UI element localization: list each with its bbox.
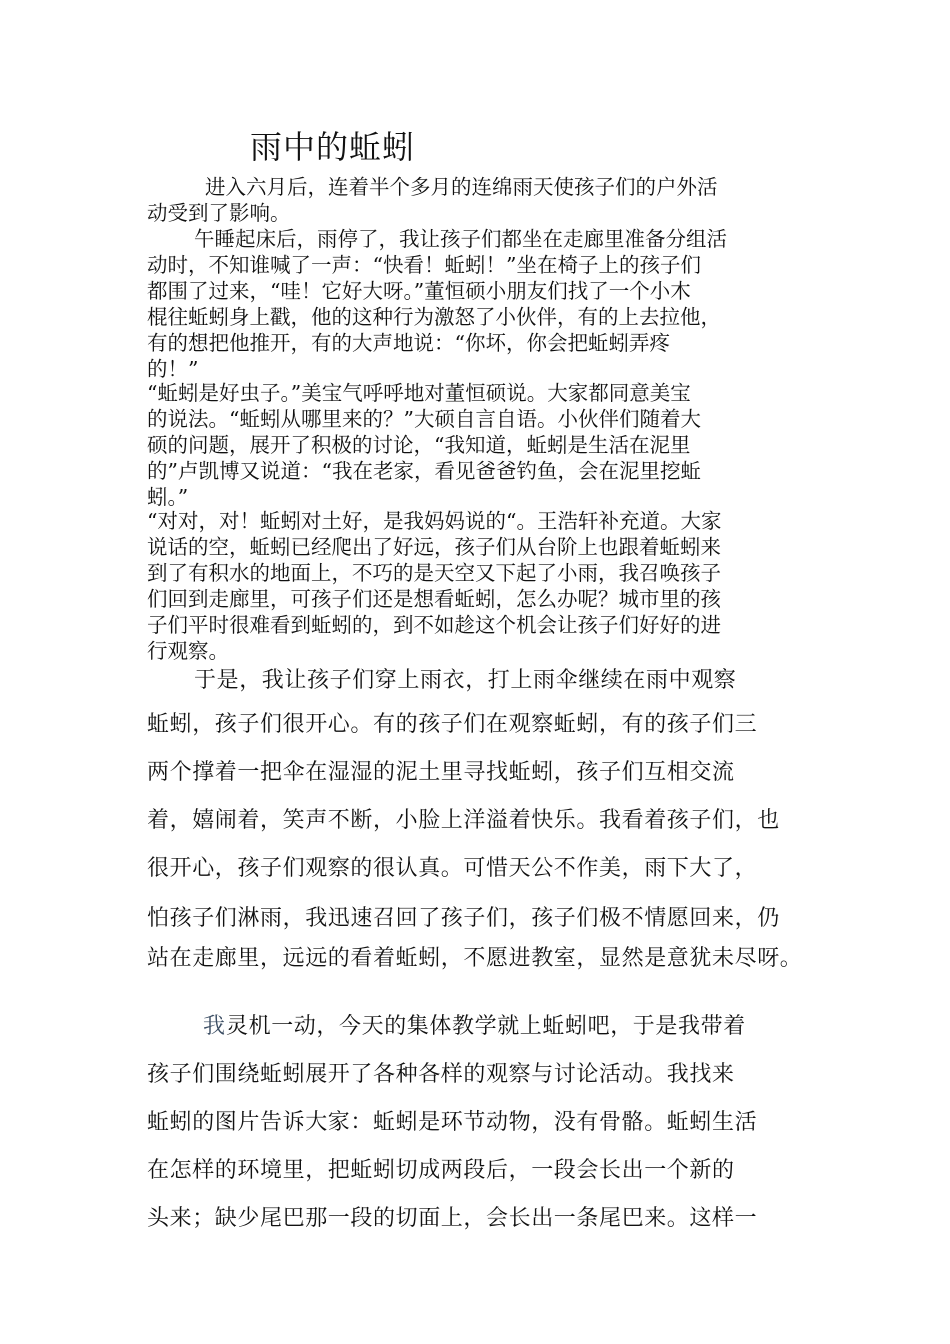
paragraph-line: 动时，不知谁喊了一声：“快看！蚯蚓！”坐在椅子上的孩子们 [147, 253, 701, 277]
paragraph-line: 行观察。 [147, 639, 229, 663]
paragraph-line: 孩子们围绕蚯蚓展开了各种各样的观察与讨论活动。我找来 [147, 1062, 735, 1087]
paragraph-line: 蚯蚓的图片告诉大家：蚯蚓是环节动物，没有骨骼。蚯蚓生活 [147, 1110, 758, 1135]
paragraph-line: 着，嬉闹着，笑声不断，小脸上洋溢着快乐。我看着孩子们，也 [147, 808, 780, 833]
paragraph-line: 说话的空，蚯蚓已经爬出了好远，孩子们从台阶上也跟着蚯蚓来 [147, 535, 721, 559]
paragraph-first-char: 我 [203, 1014, 226, 1039]
paragraph-line: 动受到了影响。 [147, 201, 291, 225]
paragraph-line: 都围了过来，“哇！它好大呀。”董恒硕小朋友们找了一个小木 [147, 279, 691, 303]
paragraph-line: 头来；缺少尾巴那一段的切面上，会长出一条尾巴来。这样一 [147, 1206, 758, 1231]
paragraph-line: 有的想把他推开，有的大声地说：“你坏，你会把蚯蚓弄疼 [147, 331, 670, 355]
paragraph-line: 怕孩子们淋雨，我迅速召回了孩子们，孩子们极不情愿回来，仍 [147, 906, 780, 931]
document-title: 雨中的蚯蚓 [250, 128, 416, 166]
paragraph-line: 到了有积水的地面上，不巧的是天空又下起了小雨，我召唤孩子 [147, 561, 721, 585]
paragraph-line: “蚯蚓是好虫子。”美宝气呼呼地对董恒硕说。大家都同意美宝 [147, 381, 691, 405]
paragraph-line: 的”卢凯博又说道：“我在老家，看见爸爸钓鱼，会在泥里挖蚯 [147, 459, 701, 483]
paragraph-line: 子们平时很难看到蚯蚓的，到不如趁这个机会让孩子们好好的进 [147, 613, 721, 637]
paragraph-line: 们回到走廊里，可孩子们还是想看蚯蚓，怎么办呢？城市里的孩 [147, 587, 721, 611]
paragraph-line: 硕的问题，展开了积极的讨论，“我知道，蚯蚓是生活在泥里 [147, 433, 691, 457]
paragraph-line: 蚯蚓，孩子们很开心。有的孩子们在观察蚯蚓，有的孩子们三 [147, 712, 758, 737]
paragraph-line: 于是，我让孩子们穿上雨衣，打上雨伞继续在雨中观察 [194, 668, 737, 693]
paragraph-line: 在怎样的环境里，把蚯蚓切成两段后，一段会长出一个新的 [147, 1158, 735, 1183]
paragraph-line: 很开心，孩子们观察的很认真。可惜天公不作美，雨下大了， [147, 856, 758, 881]
paragraph-line: 蚓。” [147, 485, 189, 509]
paragraph-line: 进入六月后，连着半个多月的连绵雨天使孩子们的户外活 [205, 175, 718, 199]
paragraph-line: 的说法。“蚯蚓从哪里来的？”大硕自言自语。小伙伴们随着大 [147, 407, 701, 431]
paragraph-line: 的！” [147, 357, 199, 381]
paragraph-line: 两个撑着一把伞在湿湿的泥土里寻找蚯蚓，孩子们互相交流 [147, 760, 735, 785]
paragraph-line: 灵机一动，今天的集体教学就上蚯蚓吧，于是我带着 [226, 1014, 746, 1039]
paragraph-line: 棍往蚯蚓身上戳，他的这种行为激怒了小伙伴，有的上去拉他， [147, 305, 721, 329]
paragraph-line: “对对，对！蚯蚓对土好，是我妈妈说的“。王浩轩补充道。大家 [147, 509, 722, 533]
paragraph-line: 站在走廊里，远远的看着蚯蚓，不愿进教室，显然是意犹未尽呀。 [147, 946, 803, 971]
paragraph-line: 午睡起床后，雨停了，我让孩子们都坐在走廊里准备分组活 [194, 227, 727, 251]
